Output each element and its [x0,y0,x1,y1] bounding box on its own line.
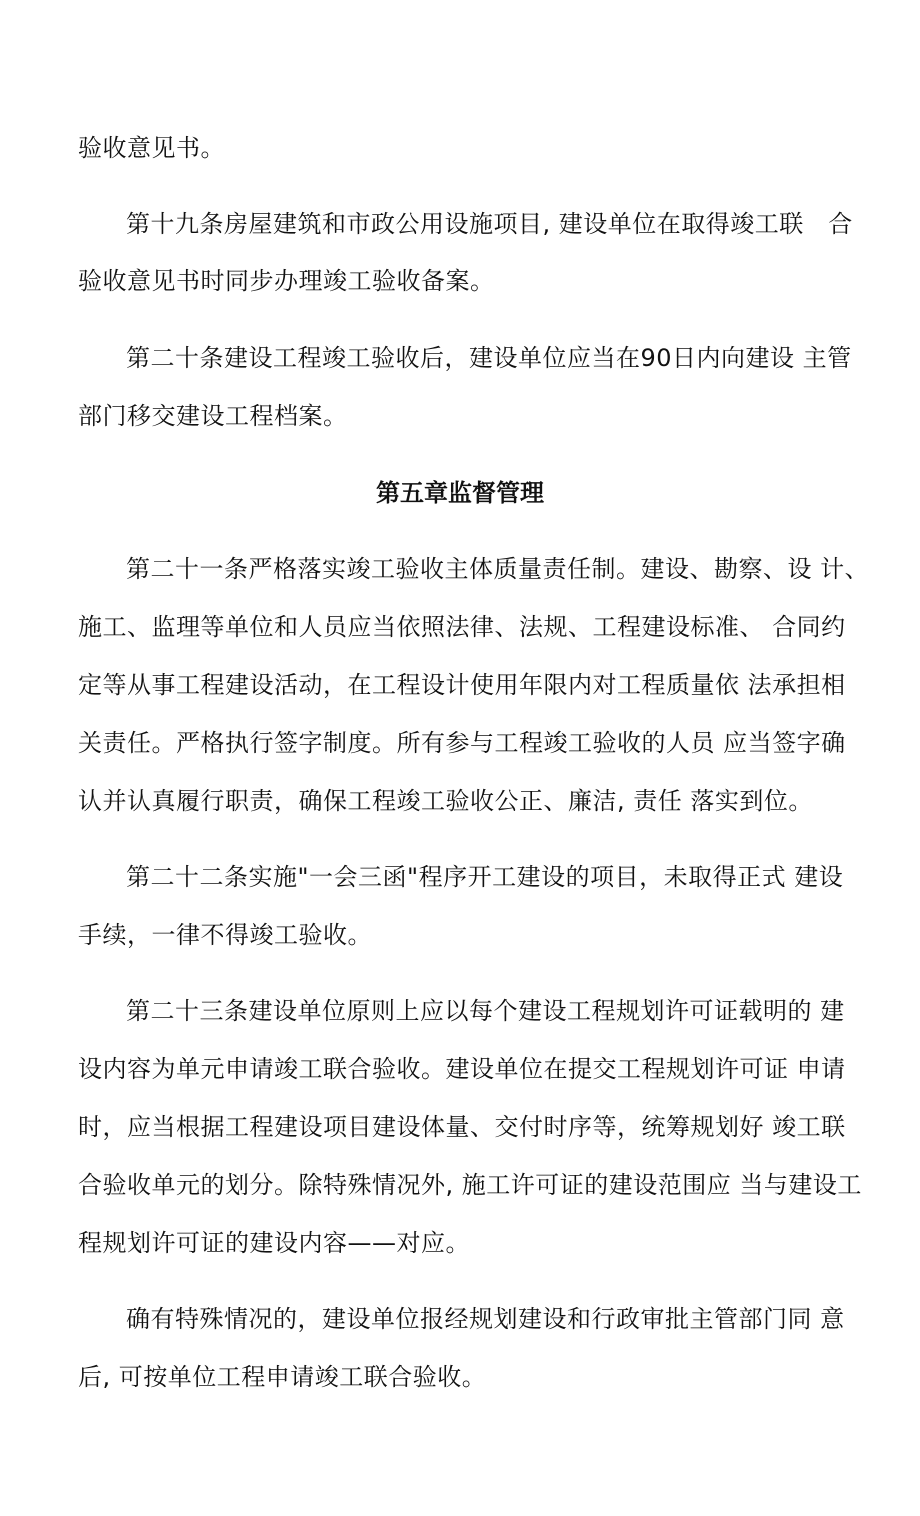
text-line: 认并认真履行职责，确保工程竣工验收公正、廉洁, 责任 落实到位。 [78,787,813,815]
text-line: 第二十二条实施"一会三函"程序开工建设的项目，未取得正式 建设 [126,863,844,891]
text-line: 设内容为单元申请竣工联合验收。建设单位在提交工程规划许可证 申请 [78,1055,846,1083]
text-line: 定等从事工程建设活动，在工程设计使用年限内对工程质量依 法承担相 [78,671,846,699]
text-line: 程规划许可证的建设内容——对应。 [78,1229,470,1257]
text-line: 第十九条房屋建筑和市政公用设施项目, 建设单位在取得竣工联 合 [126,210,853,238]
text-line: 时，应当根据工程建设项目建设体量、交付时序等，统筹规划好 竣工联 [78,1113,846,1141]
text-line: 确有特殊情况的，建设单位报经规划建设和行政审批主管部门同 意 [126,1305,845,1333]
text-line: 第二十条建设工程竣工验收后，建设单位应当在90日内向建设 主管 [126,344,852,372]
text-line: 合验收单元的划分。除特殊情况外, 施工许可证的建设范围应 当与建设工 [78,1171,862,1199]
text-line: 施工、监理等单位和人员应当依照法律、法规、工程建设标准、 合同约 [78,613,846,641]
text-line: 部门移交建设工程档案。 [78,402,348,430]
text-line: 验收意见书。 [78,134,225,162]
text-line: 后, 可按单位工程申请竣工联合验收。 [78,1363,487,1391]
chapter-heading: 第五章监督管理 [376,479,544,507]
text-line: 第二十三条建设单位原则上应以每个建设工程规划许可证载明的 建 [126,997,845,1025]
text-line: 验收意见书时同步办理竣工验收备案。 [78,267,495,295]
text-line: 关责任。严格执行签字制度。所有参与工程竣工验收的人员 应当签字确 [78,729,846,757]
text-line: 第二十一条严格落实竣工验收主体质量责任制。建设、勘察、设 计、 [126,555,870,583]
text-line: 手续，一律不得竣工验收。 [78,921,372,949]
